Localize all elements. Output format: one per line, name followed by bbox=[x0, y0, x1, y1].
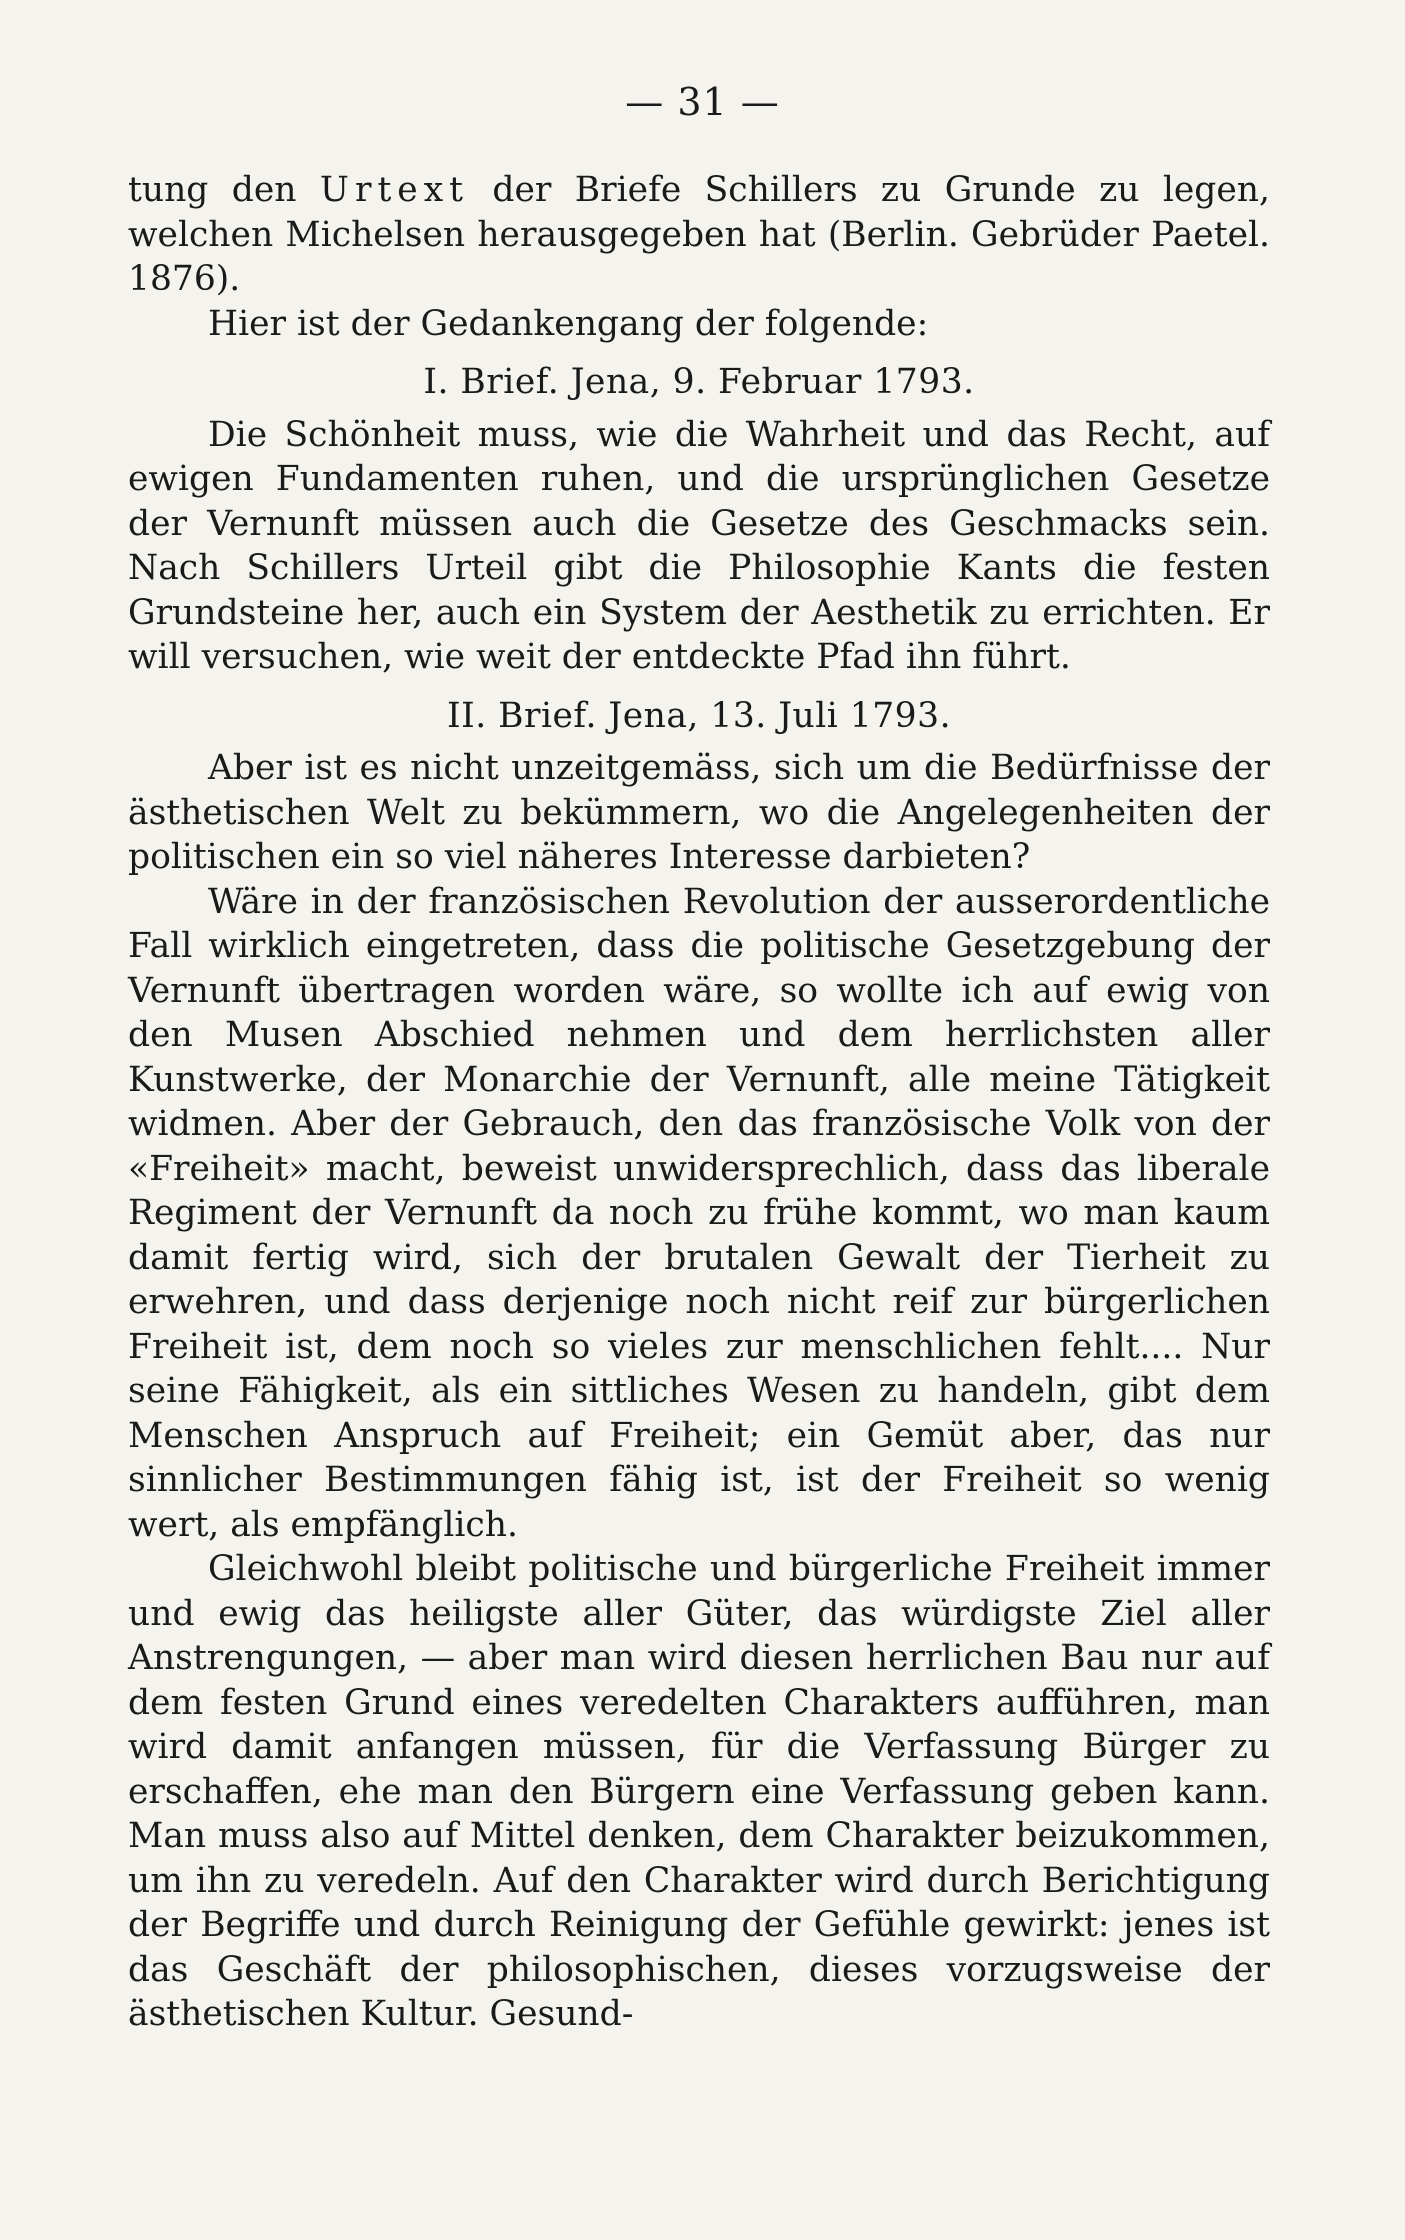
paragraph-letter-2a: Aber ist es nicht unzeitgemäss, sich um die Bedürfnisse der ästhetischen Welt zu bekümmern, wo die Angelegenheiten der politischen ein so viel näheres Interesse darbieten? bbox=[128, 748, 1270, 877]
letter-heading-1: I. Brief. Jena, 9. Februar 1793. bbox=[423, 362, 975, 402]
paragraph-intro bbox=[128, 168, 1270, 302]
intro-before: tung den bbox=[128, 170, 320, 210]
paragraph-letter-2b: Wäre in der französischen Revolution der ausserordentliche Fall wirklich eingetreten, dass die politische Gesetzgebung der Vernunft übertragen worden wäre, so wollte ich auf ewig von den Musen Abschied nehmen und dem herrlichsten aller Kunstwerke, der Monarchie der Vernunft, alle meine Tätigkeit widmen. Aber der Gebrauch, den das französische Volk von der «Freiheit» macht, beweist unwidersprechlich, dass das liberale Regiment der Vernunft da noch zu frühe kommt, wo man kaum damit fertig wird, sich der brutalen Gewalt der Tierheit zu erwehren, und dass derjenige noch nicht reif zur bürgerlichen Freiheit ist, dem noch so vieles zur menschlichen fehlt.... Nur seine Fähigkeit, als ein sittliches Wesen zu handeln, gibt dem Menschen Anspruch auf Freiheit; ein Gemüt aber, das nur sinnlicher Bestimmungen fähig ist, ist der Freiheit so wenig wert, als empfänglich. bbox=[128, 881, 1270, 1545]
page-number: — 31 — bbox=[625, 80, 780, 124]
letter-heading-2: II. Brief. Jena, 13. Juli 1793. bbox=[446, 695, 952, 736]
paragraph-overview: Hier ist der Gedankengang der folgende: bbox=[208, 303, 929, 344]
paragraph-letter-1: Die Schönheit muss, wie die Wahrheit und das Recht, auf ewigen Fundamenten ruhen, und die ursprünglichen Gesetze der Vernunft müssen auch die Gesetze des Geschmacks sein. Nach Schillers Urteil gibt die Philosophie Kants die festen Grundsteine her, auch ein System der Aesthetik zu errichten. Er will versuchen, wie weit der entdeckte Pfad ihn führt. bbox=[128, 414, 1270, 677]
intro-emphasis: Urtext bbox=[319, 170, 470, 210]
body-text bbox=[128, 168, 1270, 2037]
intro-after: der Briefe Schillers zu Grunde zu legen, welchen Michelsen herausgegeben hat (Berlin. Gebrüder Paetel. 1876). bbox=[128, 170, 1270, 299]
paragraph-letter-2c: Gleichwohl bleibt politische und bürgerliche Freiheit immer und ewig das heiligste aller Güter, das würdigste Ziel aller Anstrengungen, — aber man wird diesen herrlichen Bau nur auf dem festen Grund eines veredelten Charakters aufführen, man wird damit anfangen müssen, für die Verfassung Bürger zu erschaffen, ehe man den Bürgern eine Verfassung geben kann. Man muss also auf Mittel denken, dem Charakter beizukommen, um ihn zu veredeln. Auf den Charakter wird durch Berichtigung der Begriffe und durch Reinigung der Gefühle gewirkt: jenes ist das Geschäft der philosophischen, dieses vorzugsweise der ästhetischen Kultur. Gesund- bbox=[128, 1549, 1270, 2034]
